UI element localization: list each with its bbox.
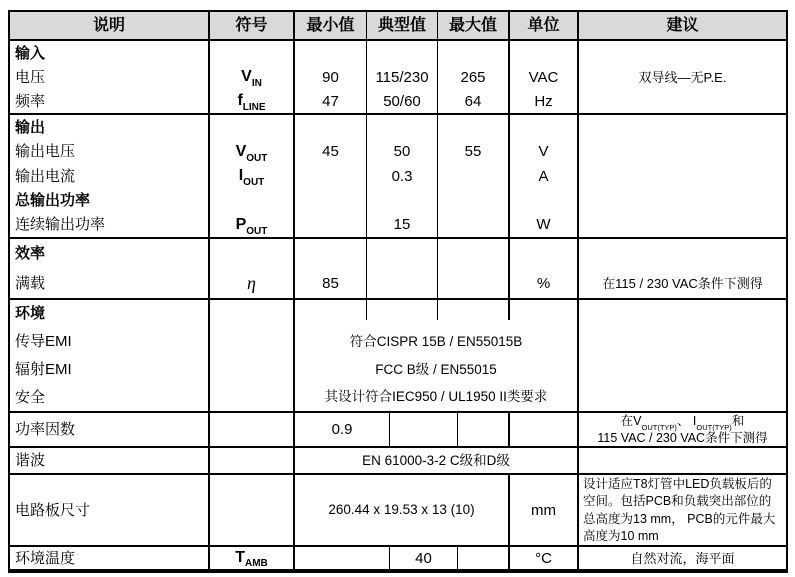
symbol-tamb-sub: AMB [245, 558, 268, 569]
power-factor-desc-cell [10, 413, 210, 446]
symbol-vin-sub: IN [251, 78, 262, 89]
harmonics-advice-cell [579, 448, 786, 473]
symbol-vin-base: V [241, 68, 252, 85]
ambient-temp-unit: °C [535, 549, 552, 567]
safety-spec: 其设计符合IEC950 / UL1950 II类要求 [324, 389, 548, 405]
radiated-emi-label: 辐射EMI [15, 360, 72, 378]
symbol-vout [210, 139, 293, 163]
ambient-symbol-cell [210, 547, 295, 569]
efficiency-fullload-label: 满载 [15, 274, 46, 292]
ambient-temp-typ: 40 [415, 549, 432, 567]
output-max-cell [438, 115, 510, 237]
output-cont-power-label: 连续输出功率 [15, 216, 106, 234]
ambient-typ-cell [390, 547, 458, 569]
conducted-emi-label: 传导EMI [15, 333, 72, 351]
ambient-advice-text: 自然对流，海平面 [630, 550, 735, 566]
header-symbol-label: 符号 [235, 16, 268, 34]
input-frequency-label: 频率 [15, 92, 46, 110]
conducted-emi-spec: 符合CISPR 15B / EN55015B [349, 333, 523, 349]
output-current-unit: A [538, 167, 549, 185]
power-factor-symbol-cell [210, 413, 295, 446]
header-typ [367, 12, 438, 39]
header-min [295, 12, 367, 39]
header-min-label: 最小值 [306, 16, 355, 34]
board-unit-cell [510, 475, 579, 545]
input-section-title: 输入 [15, 44, 46, 62]
ambient-advice-cell [579, 547, 786, 569]
header-unit [510, 12, 579, 39]
ambient-min-cell [295, 547, 390, 569]
symbol-fline-sub: LINE [242, 102, 266, 113]
header-row [10, 12, 786, 41]
output-voltage-label: 输出电压 [15, 143, 76, 161]
efficiency-unit: % [536, 274, 551, 292]
output-voltage-unit: V [538, 143, 549, 161]
power-factor-advice-line2: 115 VAC / 230 VAC条件下测得 [597, 430, 768, 445]
symbol-vout-base: V [235, 142, 247, 160]
power-factor-advice-line1: 在V OUT(TYP) 、 I OUT(TYP) 和 [620, 414, 745, 432]
symbol-iout-base: I [238, 167, 244, 185]
section-output [10, 115, 786, 239]
board-desc-cell [10, 475, 210, 545]
symbol-fline-base: f [237, 92, 243, 109]
output-symbol-cell [210, 115, 295, 237]
output-voltage-typ: 50 [393, 143, 411, 161]
board-advice-line2: 空间。包括PCB和负载突出部位的 [583, 494, 772, 508]
safety-label: 安全 [15, 388, 46, 406]
environment-advice-cell [579, 300, 786, 411]
efficiency-typ-cell [367, 239, 438, 298]
input-voltage-unit: VAC [528, 68, 559, 86]
output-section-title: 输出 [15, 118, 46, 136]
board-merged-cell [295, 475, 510, 545]
input-max-cell [438, 41, 510, 113]
input-symbol-cell [210, 41, 295, 113]
power-factor-min-cell [295, 413, 390, 446]
input-min-cell [295, 41, 367, 113]
output-unit-cell [510, 115, 579, 237]
board-unit: mm [531, 501, 556, 519]
harmonics-merged-cell [295, 448, 579, 473]
board-advice-line3: 总高度为13 mm， PCB的元件最大 [583, 511, 776, 526]
board-advice-line4: 高度为10 mm [583, 529, 659, 543]
output-voltage-max: 55 [464, 143, 482, 161]
power-factor-unit-cell [510, 413, 579, 446]
input-desc-cell [10, 41, 210, 113]
output-desc-cell [10, 115, 210, 237]
symbol-tamb [210, 547, 293, 569]
environment-merged-cell [295, 300, 579, 411]
spec-table [8, 10, 788, 573]
output-advice-cell [579, 115, 786, 237]
output-min-cell [295, 115, 367, 237]
board-advice-cell [579, 475, 786, 545]
input-frequency-typ: 50/60 [383, 92, 421, 110]
input-voltage-label: 电压 [15, 68, 46, 86]
power-factor-min: 0.9 [331, 421, 353, 438]
efficiency-advice-cell [579, 239, 786, 298]
symbol-vin [210, 65, 293, 89]
efficiency-min: 85 [322, 274, 339, 292]
board-size-label: 电路板尺寸 [15, 501, 91, 519]
efficiency-advice-text: 在115 / 230 VAC条件下测得 [602, 275, 763, 291]
input-frequency-min: 47 [322, 92, 339, 110]
harmonics-symbol-cell [210, 448, 295, 473]
symbol-vout-sub: OUT [246, 152, 268, 164]
ambient-desc-cell [10, 547, 210, 569]
section-efficiency [10, 239, 786, 300]
row-power-factor [10, 413, 786, 448]
row-ambient-temp [10, 547, 786, 569]
environment-section-title: 环境 [15, 305, 46, 323]
symbol-iout-sub: OUT [243, 177, 265, 189]
harmonics-label: 谐波 [15, 452, 46, 469]
environment-desc-cell [10, 300, 210, 411]
header-advice-label: 建议 [666, 16, 699, 34]
board-advice-line1: 设计适应T8灯管中LED负载板后的 [583, 476, 772, 491]
ambient-max-cell [458, 547, 510, 569]
output-cont-power-unit: W [536, 216, 551, 234]
column-stub-line [366, 300, 367, 320]
column-stub-line [508, 300, 510, 320]
input-frequency-unit: Hz [534, 92, 553, 110]
input-advice-text: 双导线—无P.E. [638, 69, 727, 85]
output-cont-power-typ: 15 [393, 216, 411, 234]
section-input [10, 41, 786, 115]
input-frequency-max: 64 [464, 92, 482, 110]
input-typ-cell [367, 41, 438, 113]
board-symbol-cell [210, 475, 295, 545]
header-advice [579, 12, 786, 39]
header-desc [10, 12, 210, 39]
header-max-label: 最大值 [448, 16, 497, 34]
input-voltage-min: 90 [322, 68, 339, 86]
radiated-emi-spec: FCC B级 / EN55015 [375, 361, 497, 377]
efficiency-unit-cell [510, 239, 579, 298]
efficiency-max-cell [438, 239, 510, 298]
header-max [438, 12, 510, 39]
header-symbol [210, 12, 295, 39]
efficiency-min-cell [295, 239, 367, 298]
input-voltage-typ: 115/230 [375, 68, 429, 86]
ambient-unit-cell [510, 547, 579, 569]
efficiency-section-title: 效率 [15, 245, 46, 263]
input-voltage-max: 265 [460, 68, 486, 86]
board-dimensions: 260.44 x 19.53 x 13 (10) [328, 502, 475, 518]
power-factor-label: 功率因数 [15, 421, 76, 438]
power-factor-max-cell [458, 413, 510, 446]
header-desc-label: 说明 [92, 16, 125, 34]
output-total-power-label: 总输出功率 [15, 191, 91, 209]
ambient-temp-label: 环境温度 [15, 549, 76, 567]
output-current-typ: 0.3 [391, 167, 413, 185]
efficiency-symbol-cell [210, 239, 295, 298]
symbol-pout-base: P [235, 215, 247, 233]
harmonics-spec: EN 61000-3-2 C级和D级 [362, 452, 510, 468]
header-unit-label: 单位 [527, 16, 560, 34]
environment-symbol-cell [210, 300, 295, 411]
row-harmonics [10, 448, 786, 475]
power-factor-advice-cell [579, 413, 786, 446]
symbol-iout [210, 164, 293, 188]
symbol-pout [210, 213, 293, 237]
output-current-label: 输出电流 [15, 167, 76, 185]
column-stub-line [437, 300, 438, 320]
symbol-tamb-base: T [235, 549, 245, 566]
efficiency-desc-cell [10, 239, 210, 298]
input-unit-cell [510, 41, 579, 113]
power-factor-typ-cell [390, 413, 458, 446]
symbol-fline [210, 89, 293, 113]
symbol-pout-sub: OUT [246, 226, 268, 238]
input-advice-cell [579, 41, 786, 113]
harmonics-desc-cell [10, 448, 210, 473]
section-environment [10, 300, 786, 413]
output-typ-cell [367, 115, 438, 237]
symbol-eta: η [247, 273, 256, 294]
row-board-size [10, 475, 786, 547]
header-typ-label: 典型值 [377, 16, 426, 34]
output-voltage-min: 45 [322, 143, 339, 161]
